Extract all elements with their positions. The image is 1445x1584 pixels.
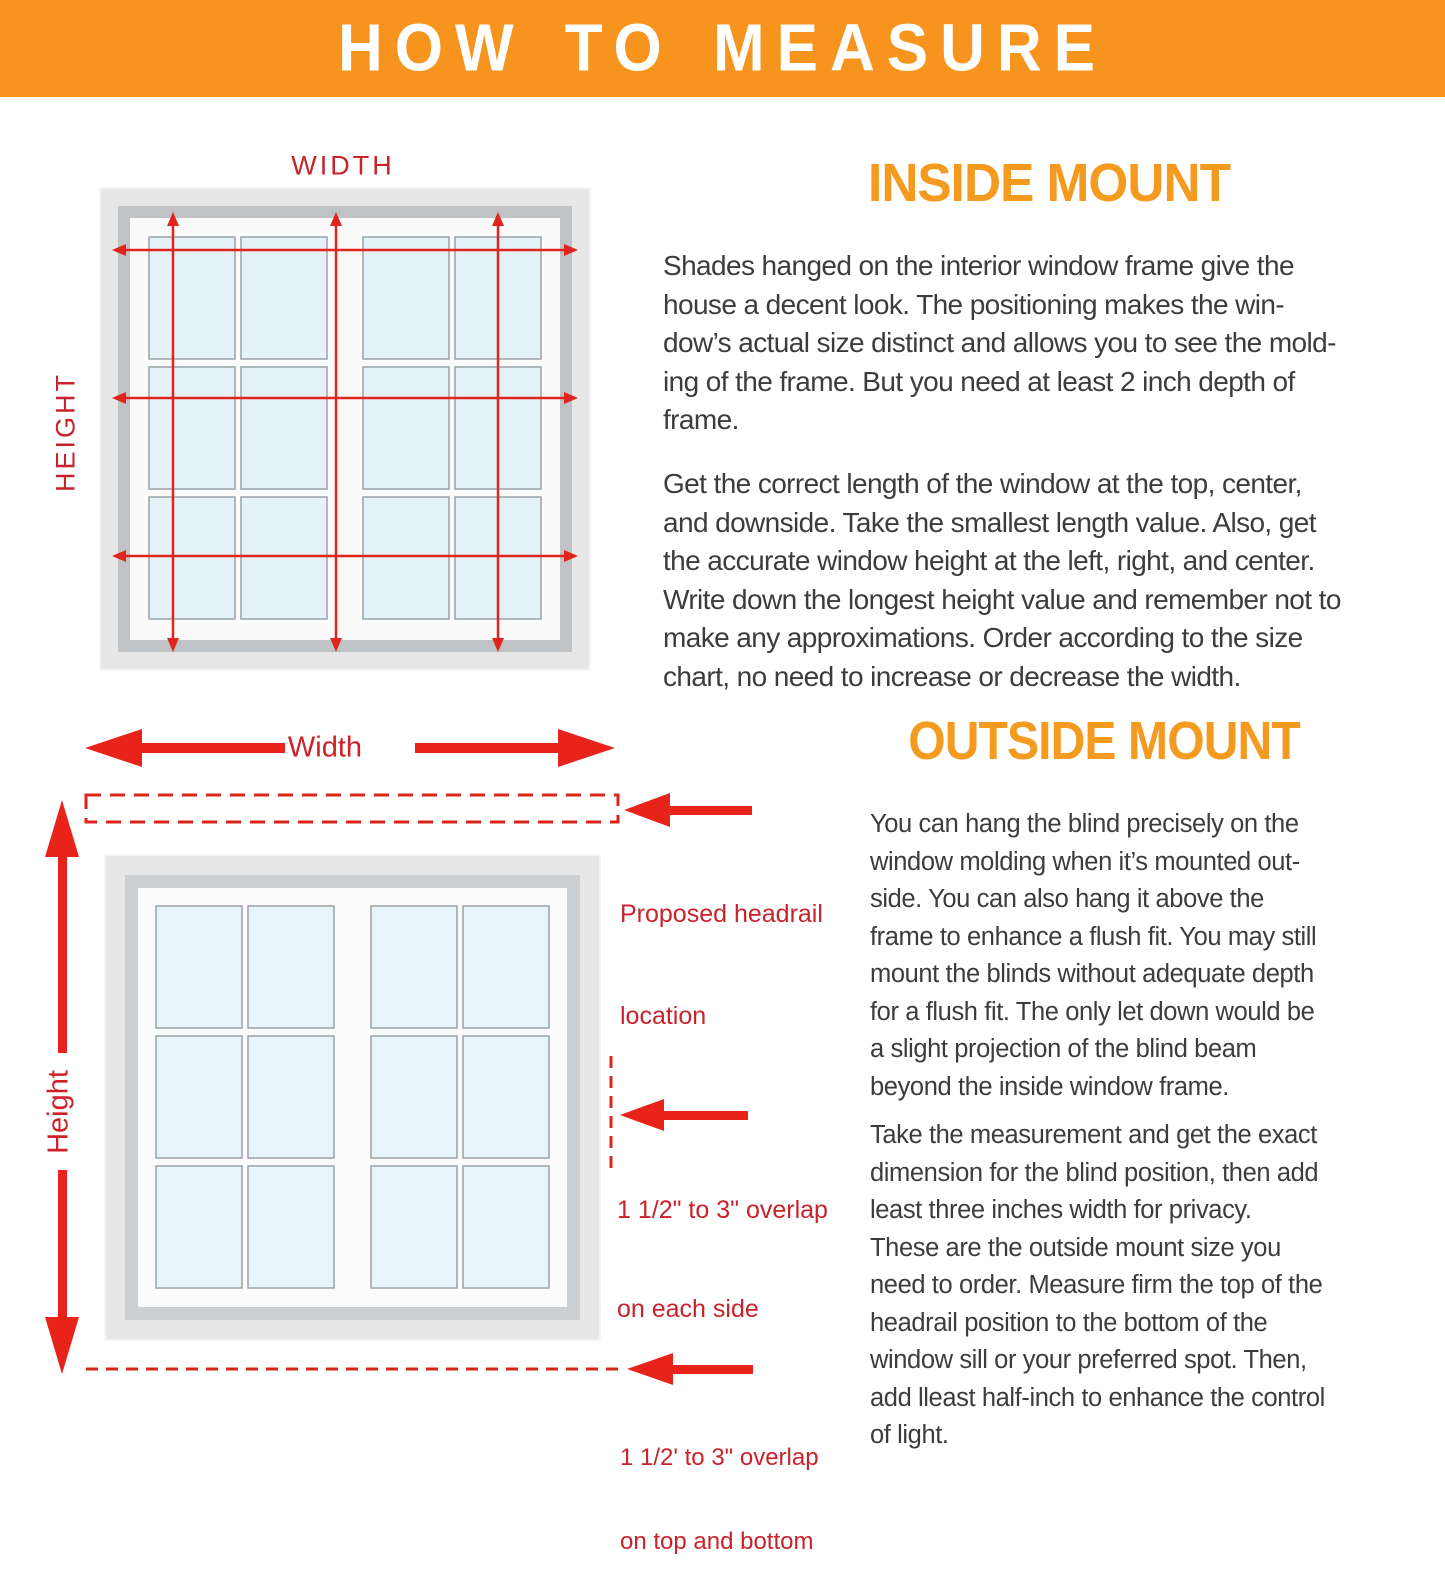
paragraph-line: add lleast half-inch to enhance the control: [870, 1383, 1325, 1412]
paragraph-line: house a decent look. The positioning makes the win-: [663, 288, 1285, 320]
outside-mount-paragraph-2: [870, 1117, 1338, 1455]
paragraph-line: need to order. Measure firm the top of the: [870, 1271, 1323, 1299]
paragraph-line: make any approximations. Order according to the size: [663, 622, 1303, 654]
paragraph-line: and downside. Take the smallest length value. Also, get: [663, 506, 1316, 538]
paragraph-line: side. You can also hang it above the: [870, 885, 1264, 913]
paragraph-line: for a flush fit. The only let down would be: [870, 997, 1315, 1026]
paragraph-line: frame to enhance a flush fit. You may still: [870, 922, 1317, 951]
paragraph-line: ing of the frame. But you need at least 2 inch depth of: [663, 365, 1295, 397]
paragraph-line: frame.: [663, 404, 739, 436]
headrail-dashed-box: [86, 795, 618, 822]
page-title: HOW TO MEASURE: [338, 11, 1107, 86]
side-overlap-line1: 1 1/2" to 3" overlap: [617, 1196, 828, 1224]
bottom-overlap-line1: 1 1/2' to 3" overlap: [620, 1444, 819, 1471]
paragraph-line: beyond the inside window frame.: [870, 1072, 1229, 1101]
paragraph-line: Shades hanged on the interior window frame give the: [663, 250, 1294, 281]
height-label-bottom: Height: [42, 1070, 75, 1154]
headrail-label-line2: location: [620, 1002, 707, 1030]
bottom-overlap-label: [620, 1388, 819, 1584]
bottom-overlap-line2: on top and bottom: [620, 1528, 814, 1555]
side-overlap-line2: on each side: [617, 1295, 759, 1323]
paragraph-line: Write down the longest height value and remember not to: [663, 583, 1341, 615]
paragraph-line: the accurate window height at the left, right, and center.: [663, 545, 1315, 577]
headrail-label-line1: Proposed headrail: [620, 900, 823, 928]
width-arrow-left: [85, 729, 285, 767]
side-overlap-label: [617, 1128, 828, 1359]
side-overlap-pointer-arrow: [620, 1099, 748, 1131]
paragraph-line: dimension for the blind position, then add: [870, 1158, 1319, 1187]
inside-mount-paragraph-1: [663, 247, 1435, 440]
headrail-pointer-arrow: [624, 793, 752, 827]
paragraph-line: window sill or your preferred spot. Then,: [870, 1346, 1307, 1374]
width-label-top: WIDTH: [291, 150, 395, 181]
height-label-top: HEIGHT: [50, 371, 81, 493]
outside-mount-heading: OUTSIDE MOUNT: [908, 711, 1300, 771]
width-label-bottom: Width: [287, 731, 363, 764]
paragraph-line: mount the blinds without adequate depth: [870, 960, 1314, 988]
inside-mount-section: [663, 152, 1435, 697]
headrail-location-label: [620, 829, 823, 1067]
paragraph-line: Get the correct length of the window at the top, center,: [663, 467, 1302, 499]
paragraph-line: least three inches width for privacy.: [870, 1196, 1252, 1224]
outside-mount-section: [870, 710, 1338, 1455]
paragraph-line: dow’s actual size distinct and allows you to see the mold-: [663, 327, 1336, 359]
inside-mount-paragraph-2: [663, 465, 1435, 697]
window-diagram-bottom: [105, 855, 600, 1340]
paragraph-line: of light.: [870, 1421, 949, 1449]
paragraph-line: chart, no need to increase or decrease the width.: [663, 660, 1241, 692]
paragraph-line: headrail position to the bottom of the: [870, 1308, 1268, 1337]
paragraph-line: window molding when it’s mounted out-: [870, 847, 1300, 876]
paragraph-line: Take the measurement and get the exact: [870, 1121, 1317, 1149]
paragraph-line: You can hang the blind precisely on the: [870, 810, 1299, 838]
inside-mount-heading: INSIDE MOUNT: [868, 153, 1230, 213]
paragraph-line: These are the outside mount size you: [870, 1233, 1281, 1262]
outside-mount-paragraph-1: [870, 806, 1338, 1106]
paragraph-line: a slight projection of the blind beam: [870, 1035, 1257, 1063]
width-arrow-right: [415, 729, 615, 767]
